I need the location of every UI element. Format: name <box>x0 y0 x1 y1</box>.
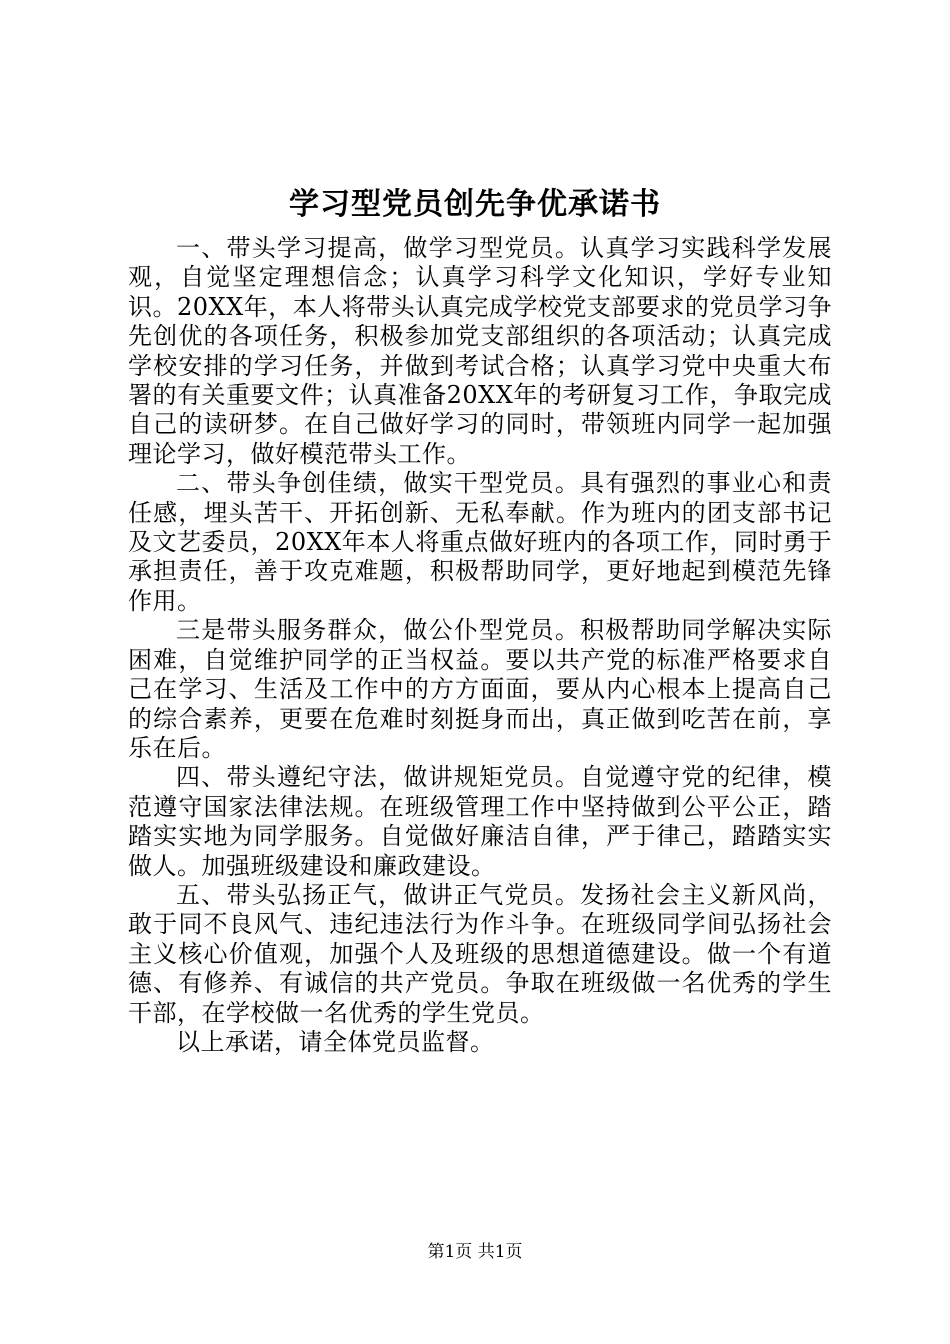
paragraph-closing: 以上承诺，请全体党员监督。 <box>176 1027 495 1056</box>
document-title: 学习型党员创先争优承诺书 <box>289 187 661 222</box>
page-number-footer: 第1页 共1页 <box>427 1242 523 1262</box>
paragraph-3: 三是带头服务群众，做公仆型党员。积极帮助同学解决实际困难，自觉维护同学的正当权益。要以共产党的标准严格要求自己在学习、生活及工作中的方方面面，要从内心根本上提高自己的综合素养，更要在危难时刻挺身而出，真正做到吃苦在前，享乐在后。 <box>128 616 832 762</box>
paragraph-4: 四、带头遵纪守法，做讲规矩党员。自觉遵守党的纪律，模范遵守国家法律法规。在班级管理工作中坚持做到公平公正，踏踏实实地为同学服务。自觉做好廉洁自律，严于律己，踏踏实实做人。加强班级建设和廉政建设。 <box>128 763 832 880</box>
document-body <box>128 234 832 1057</box>
paragraph-5: 五、带头弘扬正气，做讲正气党员。发扬社会主义新风尚，敢于同不良风气、违纪违法行为作斗争。在班级同学间弘扬社会主义核心价值观，加强个人及班级的思想道德建设。做一个有道德、有修养、有诚信的共产党员。争取在班级做一名优秀的学生干部，在学校做一名优秀的学生党员。 <box>128 880 832 1027</box>
paragraph-2: 二、带头争创佳绩，做实干型党员。具有强烈的事业心和责任感，埋头苦干、开拓创新、无私奉献。作为班内的团支部书记及文艺委员，20XX年本人将重点做好班内的各项工作，同时勇于承担责任，善于攻克难题，积极帮助同学，更好地起到模范先锋作用。 <box>128 469 832 615</box>
paragraph-1: 一、带头学习提高，做学习型党员。认真学习实践科学发展观，自觉坚定理想信念；认真学习科学文化知识，学好专业知识。20XX年，本人将带头认真完成学校党支部要求的党员学习争先创优的各项任务，积极参加党支部组织的各项活动；认真完成学校安排的学习任务，并做到考试合格；认真学习党中央重大布署的有关重要文件；认真准备20XX年的考研复习工作，争取完成自己的读研梦。在自己做好学习的同时，带领班内同学一起加强理论学习，做好模范带头工作。 <box>128 234 832 468</box>
